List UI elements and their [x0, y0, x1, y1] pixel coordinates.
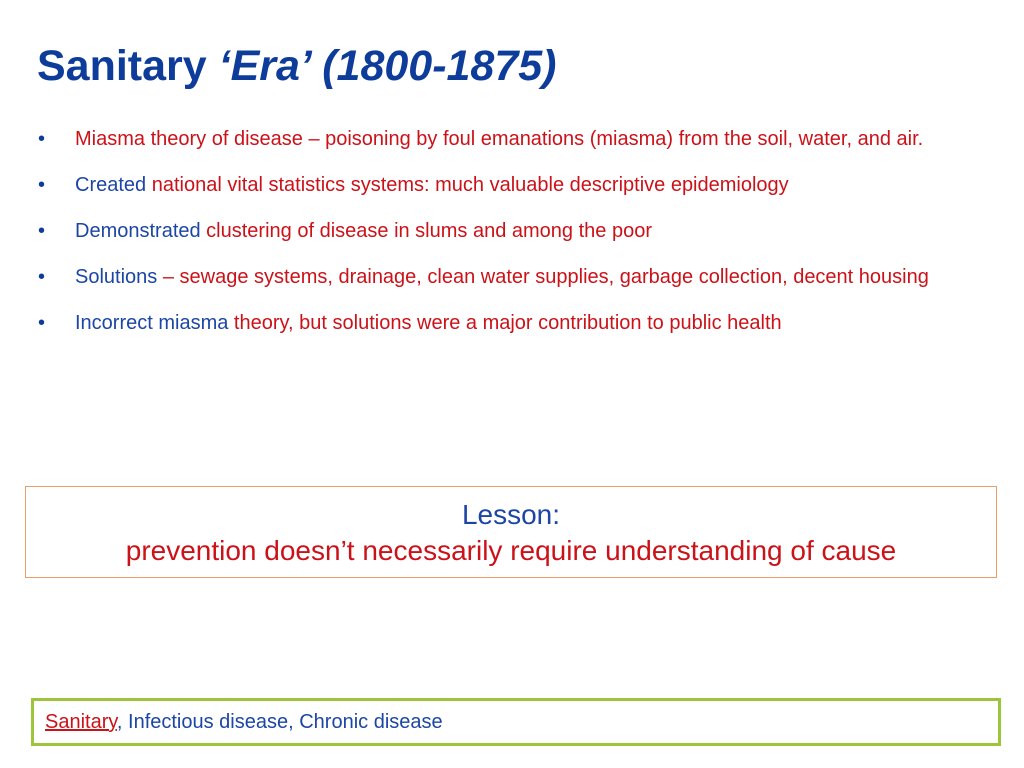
bullet-text: theory, but solutions were a major contribution to public health: [228, 312, 782, 334]
title-main: Sanitary: [37, 42, 219, 90]
bullet-item-vital-statistics: [36, 170, 980, 201]
era-navigation-box: [31, 698, 1001, 746]
lesson-box: [25, 486, 997, 578]
lesson-message: prevention doesn’t necessarily require understanding of cause: [125, 535, 897, 566]
bullet-item-clustering: [36, 216, 980, 247]
bullet-item-incorrect-miasma: [36, 308, 980, 339]
era-link-sanitary[interactable]: Sanitary: [45, 711, 117, 733]
bullet-text: – sewage systems, drainage, clean water supplies, garbage collection, decent housing: [157, 266, 929, 288]
lesson-heading: Lesson:: [461, 499, 561, 530]
bullet-item-miasma-theory: [36, 124, 980, 155]
era-separator: ,: [116, 711, 129, 733]
bullet-icon: •: [38, 174, 46, 196]
bullet-icon: •: [38, 220, 46, 242]
bullet-lead: Created: [75, 174, 147, 196]
bullet-item-solutions: [36, 262, 980, 293]
bullet-lead: Solutions: [75, 266, 158, 288]
slide-title: [37, 36, 557, 96]
bullet-text: Miasma theory of disease – poisoning by foul emanations (miasma) from the soil, water, and air.: [75, 128, 924, 150]
bullet-lead: Demonstrated: [75, 220, 201, 242]
title-era-dates: ‘Era’ (1800-1875): [218, 42, 557, 90]
bullet-icon: •: [38, 266, 46, 288]
bullet-list: [36, 124, 980, 339]
bullet-text: national vital statistics systems: much valuable descriptive epidemiology: [146, 174, 789, 196]
bullet-lead: Incorrect miasma: [75, 312, 229, 334]
bullet-icon: •: [38, 128, 46, 150]
era-list-others: Infectious disease, Chronic disease: [128, 711, 443, 733]
bullet-icon: •: [38, 312, 46, 334]
bullet-text: clustering of disease in slums and among the poor: [200, 220, 652, 242]
